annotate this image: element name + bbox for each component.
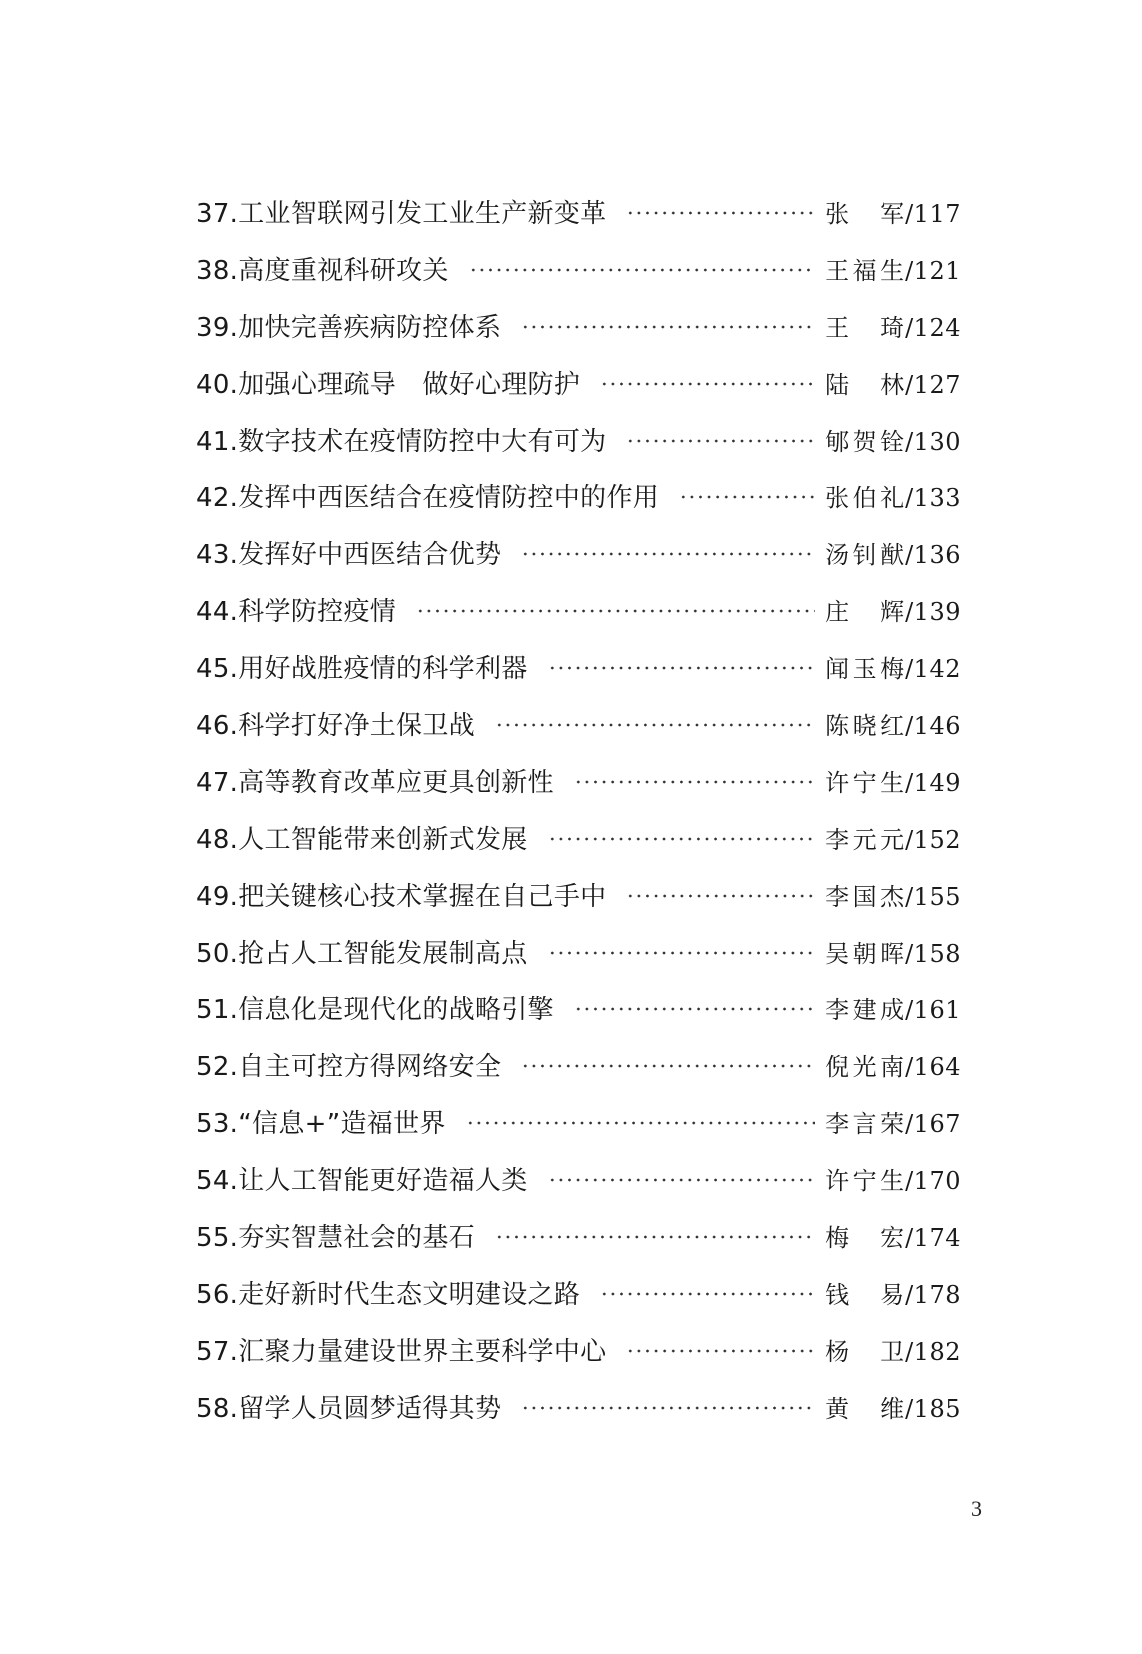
toc-entry-page: /158 (905, 939, 961, 968)
toc-entry[interactable] (196, 869, 961, 926)
dot-leader (600, 1292, 815, 1296)
toc-entry-author: 李言荣 (825, 1110, 906, 1139)
toc-entry-page: /152 (905, 825, 961, 854)
toc-entry-title: 54.让人工智能更好造福人类 (196, 1166, 528, 1197)
toc-entry-author: 汤钊猷 (825, 541, 906, 570)
toc-entry[interactable] (196, 414, 961, 471)
toc-entry-author: 闻玉梅 (825, 655, 906, 684)
toc-entry[interactable] (196, 1096, 961, 1153)
toc-entry-title: 46.科学打好净土保卫战 (196, 711, 475, 742)
toc-entry-page: /124 (905, 313, 961, 342)
toc-entry-author: 黄维 (825, 1394, 906, 1423)
toc-entry-author: 李建成 (825, 996, 906, 1025)
toc-entry[interactable] (196, 926, 961, 983)
dot-leader (679, 495, 815, 499)
table-of-contents (196, 186, 961, 1438)
toc-entry-author: 李元元 (825, 825, 906, 854)
toc-entry-page: /155 (905, 882, 961, 911)
toc-entry-title: 52.自主可控方得网络安全 (196, 1052, 502, 1083)
toc-entry-page: /161 (905, 996, 961, 1025)
dot-leader (416, 609, 815, 613)
toc-entry-author: 钱易 (825, 1280, 906, 1309)
toc-entry-page: /136 (905, 541, 961, 570)
toc-entry-title: 42.发挥中西医结合在疫情防控中的作用 (196, 483, 660, 514)
toc-entry-author: 王福生 (825, 256, 906, 285)
toc-entry-title: 56.走好新时代生态文明建设之路 (196, 1279, 581, 1310)
toc-entry[interactable] (196, 300, 961, 357)
toc-entry-author: 陆林 (825, 370, 906, 399)
dot-leader (521, 1064, 815, 1068)
toc-entry[interactable] (196, 1210, 961, 1267)
dot-leader (600, 382, 815, 386)
toc-entry-author: 吴朝晖 (825, 939, 906, 968)
toc-entry-page: /146 (905, 712, 961, 741)
toc-entry-page: /178 (905, 1280, 961, 1309)
dot-leader (548, 1178, 816, 1182)
toc-entry-page: /185 (905, 1394, 961, 1423)
dot-leader (574, 780, 815, 784)
toc-entry[interactable] (196, 1381, 961, 1438)
dot-leader (521, 552, 815, 556)
toc-entry-page: /170 (905, 1167, 961, 1196)
toc-entry-title: 48.人工智能带来创新式发展 (196, 824, 528, 855)
dot-leader (574, 1007, 815, 1011)
dot-leader (495, 1235, 815, 1239)
toc-entry[interactable] (196, 982, 961, 1039)
toc-entry[interactable] (196, 755, 961, 812)
toc-entry-title: 51.信息化是现代化的战略引擎 (196, 995, 554, 1026)
toc-entry[interactable] (196, 812, 961, 869)
toc-entry-page: /139 (905, 598, 961, 627)
toc-entry-title: 37.工业智联网引发工业生产新变革 (196, 199, 607, 229)
toc-entry-title: 53.“信息+”造福世界 (196, 1109, 446, 1140)
toc-entry[interactable] (196, 1153, 961, 1210)
dot-leader (469, 268, 815, 272)
dot-leader (548, 837, 816, 841)
toc-entry[interactable] (196, 186, 961, 243)
toc-entry-title: 38.高度重视科研攻关 (196, 255, 449, 286)
dot-leader (548, 951, 816, 955)
toc-entry-title: 45.用好战胜疫情的科学利器 (196, 654, 528, 685)
toc-entry-author: 郇贺铨 (825, 427, 906, 456)
toc-entry-page: /174 (905, 1224, 961, 1253)
toc-entry-title: 49.把关键核心技术掌握在自己手中 (196, 881, 607, 912)
dot-leader (521, 1406, 815, 1410)
dot-leader (626, 894, 815, 898)
toc-entry-page: /127 (905, 370, 961, 399)
toc-entry-page: /164 (905, 1053, 961, 1082)
dot-leader (548, 666, 816, 670)
toc-entry-author: 陈晓红 (825, 712, 906, 741)
toc-entry-title: 55.夯实智慧社会的基石 (196, 1223, 475, 1254)
toc-entry[interactable] (196, 1267, 961, 1324)
toc-entry-title: 40.加强心理疏导 做好心理防护 (196, 369, 581, 400)
toc-entry-author: 张伯礼 (825, 484, 906, 513)
toc-entry[interactable] (196, 243, 961, 300)
toc-entry-page: /133 (905, 484, 961, 513)
toc-entry-title: 57.汇聚力量建设世界主要科学中心 (196, 1336, 607, 1367)
toc-entry[interactable] (196, 1324, 961, 1381)
toc-entry-title: 47.高等教育改革应更具创新性 (196, 767, 554, 798)
toc-entry[interactable] (196, 527, 961, 584)
toc-entry-title: 43.发挥好中西医结合优势 (196, 540, 502, 571)
toc-entry[interactable] (196, 698, 961, 755)
toc-entry-author: 许宁生 (825, 1167, 906, 1196)
toc-entry-page: /182 (905, 1337, 961, 1366)
toc-entry-author: 倪光南 (825, 1053, 906, 1082)
dot-leader (466, 1121, 815, 1125)
toc-entry-title: 39.加快完善疾病防控体系 (196, 312, 502, 343)
toc-entry[interactable] (196, 1039, 961, 1096)
toc-entry-title: 58.留学人员圆梦适得其势 (196, 1393, 502, 1424)
toc-entry-author: 梅宏 (825, 1224, 906, 1253)
toc-entry-author: 王琦 (825, 313, 906, 342)
toc-entry-page: /167 (905, 1110, 961, 1139)
toc-entry-title: 50.抢占人工智能发展制高点 (196, 938, 528, 969)
toc-entry[interactable] (196, 584, 961, 641)
toc-entry-page: /149 (905, 768, 961, 797)
toc-entry[interactable] (196, 641, 961, 698)
dot-leader (626, 211, 815, 215)
toc-entry-page: /121 (905, 256, 961, 285)
toc-entry-page: /142 (905, 655, 961, 684)
toc-entry[interactable] (196, 357, 961, 414)
toc-entry-page: /130 (905, 427, 961, 456)
dot-leader (521, 325, 815, 329)
toc-entry-author: 许宁生 (825, 768, 906, 797)
page-number: 3 (971, 1496, 982, 1521)
dot-leader (626, 439, 815, 443)
dot-leader (626, 1349, 815, 1353)
toc-entry-author: 李国杰 (825, 882, 906, 911)
toc-entry-author: 庄辉 (825, 598, 906, 627)
toc-entry[interactable] (196, 470, 961, 527)
toc-entry-author: 张军 (825, 200, 906, 228)
toc-entry-title: 44.科学防控疫情 (196, 597, 397, 628)
toc-entry-title: 41.数字技术在疫情防控中大有可为 (196, 426, 607, 457)
toc-entry-page: /117 (905, 200, 961, 228)
dot-leader (495, 723, 815, 727)
toc-entry-author: 杨卫 (825, 1337, 906, 1366)
